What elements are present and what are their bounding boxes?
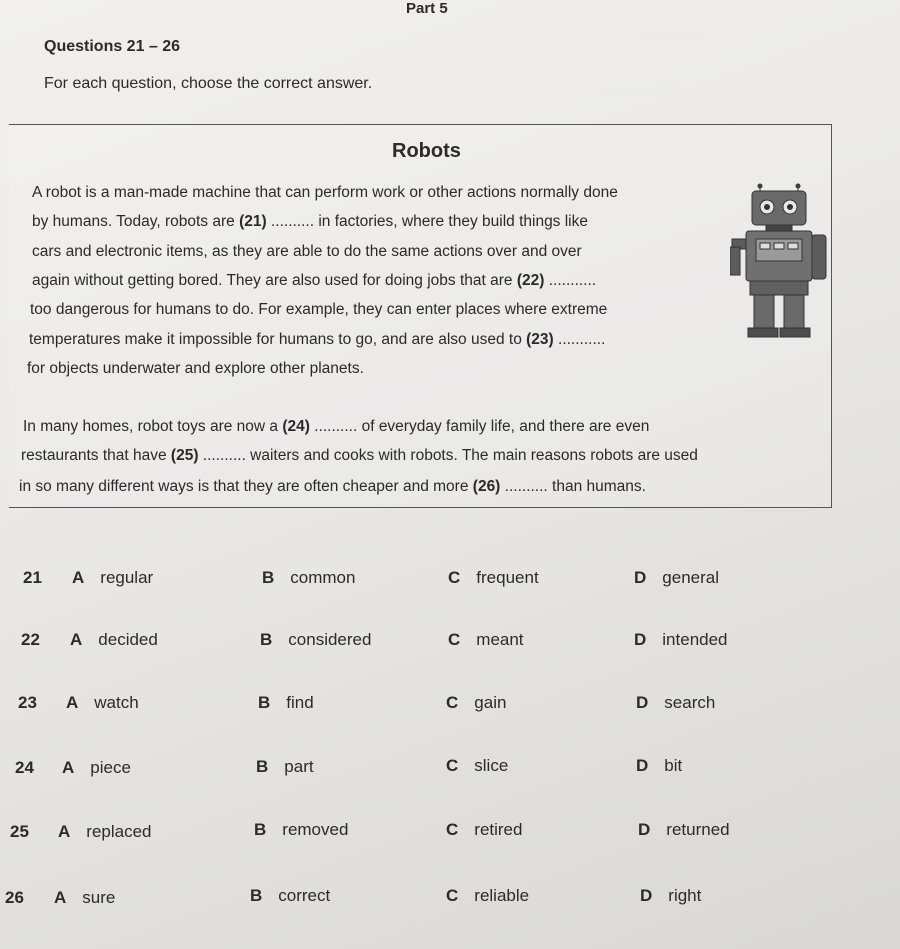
option-25c[interactable]: C retired <box>446 820 523 839</box>
gap-26: (26) <box>472 478 501 495</box>
passage-line: for objects underwater and explore other planets. <box>27 360 364 377</box>
passage-line: cars and electronic items, as they are able to do the same actions over and over <box>32 243 582 260</box>
option-24c[interactable]: C slice <box>446 756 509 775</box>
option-21b[interactable]: B common <box>262 568 356 587</box>
gap-21: (21) <box>239 213 267 230</box>
option-22b[interactable]: B considered <box>260 630 372 649</box>
option-23c[interactable]: C gain <box>446 693 507 712</box>
question-number: 25 <box>10 822 29 841</box>
part-label: Part 5 <box>406 0 448 17</box>
option-24b[interactable]: B part <box>256 757 314 776</box>
passage-title: Robots <box>392 140 461 162</box>
gap-22: (22) <box>516 272 545 289</box>
question-number: 22 <box>21 630 40 649</box>
option-25a[interactable]: A replaced <box>58 822 152 841</box>
option-22d[interactable]: D intended <box>634 630 728 649</box>
question-number: 21 <box>23 568 42 587</box>
option-24a[interactable]: A piece <box>62 758 131 777</box>
option-21d[interactable]: D general <box>634 568 719 587</box>
gap-23: (23) <box>526 331 554 348</box>
option-26c[interactable]: C reliable <box>446 886 530 905</box>
question-number: 26 <box>5 888 24 907</box>
passage-line: temperatures make it impossible for humans to go, and are also used to (23) ........... <box>29 331 606 348</box>
question-number: 23 <box>18 693 37 712</box>
instructions: For each question, choose the correct answer. <box>44 75 373 92</box>
gap-25: (25) <box>170 447 199 464</box>
passage-line: again without getting bored. They are also used for doing jobs that are (22) ........... <box>32 272 597 289</box>
option-26a[interactable]: A sure <box>54 888 116 907</box>
option-22a[interactable]: A decided <box>70 630 158 649</box>
option-23b[interactable]: B find <box>258 693 314 712</box>
passage-line: in so many different ways is that they are often cheaper and more (26) .......... than humans. <box>19 478 646 495</box>
show-through-text: · · · · · · · · · · · · · · <box>300 520 408 535</box>
option-23a[interactable]: A watch <box>66 693 139 712</box>
robot-illustration <box>730 183 830 338</box>
passage-line: In many homes, robot toys are now a (24) .......... of everyday family life, and there are even <box>23 418 650 435</box>
show-through-text: · · · · · · · · · · <box>600 80 676 95</box>
passage-line: restaurants that have (25) .......... waiters and cooks with robots. The main reasons robots are used <box>21 447 698 464</box>
option-26b[interactable]: B correct <box>250 886 331 905</box>
passage-line: too dangerous for humans to do. For example, they can enter places where extreme <box>30 301 608 318</box>
passage-line: A robot is a man-made machine that can perform work or other actions normally done <box>32 184 618 201</box>
option-24d[interactable]: D bit <box>636 756 683 775</box>
option-21a[interactable]: A regular <box>72 568 154 587</box>
option-22c[interactable]: C meant <box>448 630 524 649</box>
option-25b[interactable]: B removed <box>254 820 349 839</box>
questions-heading: Questions 21 – 26 <box>44 38 181 55</box>
option-25d[interactable]: D returned <box>638 820 730 839</box>
question-number: 24 <box>15 758 34 777</box>
option-26d[interactable]: D right <box>640 886 702 905</box>
option-23d[interactable]: D search <box>636 693 716 712</box>
option-21c[interactable]: C frequent <box>448 568 539 587</box>
show-through-text: · · · · · · · · <box>640 30 700 45</box>
gap-24: (24) <box>282 418 310 435</box>
passage-line: by humans. Today, robots are (21) .......... in factories, where they build things like <box>32 213 589 230</box>
